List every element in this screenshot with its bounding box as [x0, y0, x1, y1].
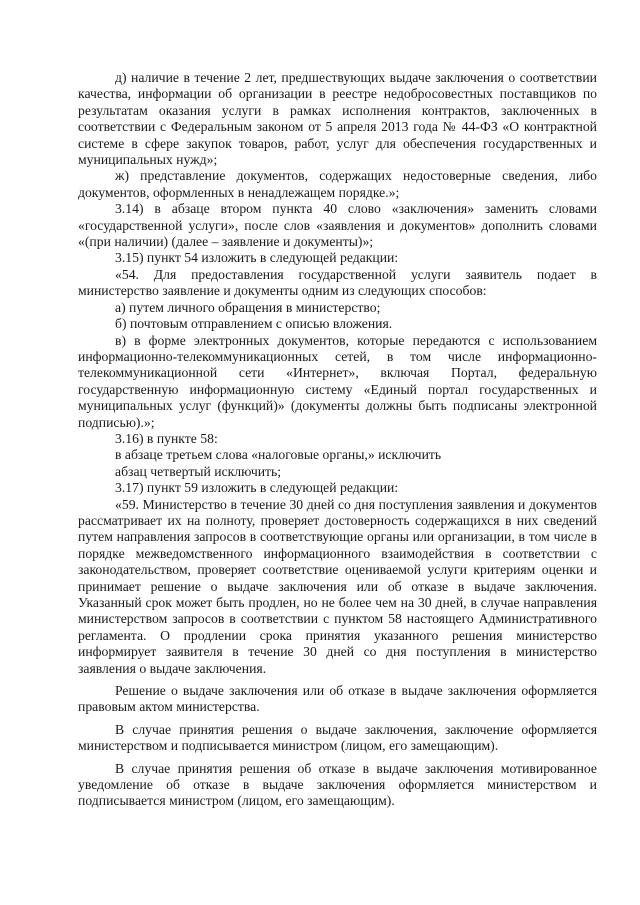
paragraph-3-16-line-2: абзац четвертый исключить; [115, 463, 282, 479]
paragraph-3-17: 3.17) пункт 59 изложить в следующей редакции: [115, 480, 399, 496]
paragraph-3-16-line-1: в абзаце третьем слова «налоговые органы,» исключить [115, 447, 442, 463]
paragraph-d: д) наличие в течение 2 лет, предшествующих выдаче заключения о соответствии качества, информации об организации в реестре недобросовестных поставщиков по результатам оказания услуги в рамках исполнения контрактов, заключенных в соответствии с Федеральным законом от 5 апреля 2013 года № 44-ФЗ «О контрактной системе в сфере закупок товаров, работ, услуг для обеспечения государственных и муниципальных нужд»; [78, 70, 597, 168]
paragraph-54-a: а) путем личного обращения в министерство; [115, 299, 381, 315]
paragraph-59: «59. Министерство в течение 30 дней со дня поступления заявления и документов рассматривает их на полноту, проверяет достоверность содержащихся в них сведений путем направления запросов в соответствующие органы или организации, в том числе в порядке межведомственного информационного взаимодействия в соответствии с законодательством, проверяет соответствие оцениваемой услуги критериям оценки и принимает решение о выдаче заключения или об отказе в выдаче заключения. Указанный срок может быть продлен, но не более чем на 30 дней, в случае направления министерством запросов в соответствии с пунктом 58 настоящего Административного регламента. О продлении срока принятия указанного решения министерство информирует заявителя в течение 30 дней со дня поступления в министерство заявления о выдаче заключения. [78, 496, 597, 676]
paragraph-59-approval: В случае принятия решения о выдаче заключения, заключение оформляется министерством и подписывается министром (лицом, его замещающим). [78, 721, 597, 754]
paragraph-3-14: 3.14) в абзаце втором пункта 40 слово «заключения» заменить словами «государственной услуги», после слов «заявления и документов» дополнить словами «(при наличии) (далее – заявление и документы)»; [78, 201, 597, 250]
paragraph-3-15: 3.15) пункт 54 изложить в следующей редакции: [115, 250, 399, 266]
paragraph-59-decision: Решение о выдаче заключения или об отказе в выдаче заключения оформляется правовым актом министерства. [78, 683, 597, 715]
paragraph-zh: ж) представление документов, содержащих недостоверные сведения, либо документов, оформленных в ненадлежащем порядке.»; [78, 168, 597, 200]
paragraph-59-refusal: В случае принятия решения об отказе в выдаче заключения мотивированное уведомление об отказе в выдаче заключения оформляется министерством и подписывается министром (лицом, его замещающим). [78, 760, 597, 809]
paragraph-54-v: в) в форме электронных документов, которые передаются с использованием информационно-телекоммуникационных сетей, в том числе информационно-телекоммуникационной сети «Интернет», включая Портал, федеральную государственную информационную систему «Единый портал государственных и муниципальных услуг (функций)» (документы должны быть подписаны электронной подписью).»; [78, 332, 597, 430]
paragraph-54: «54. Для предоставления государственной услуги заявитель подает в министерство заявление и документы одним из следующих способов: [78, 266, 597, 299]
document-body [78, 70, 597, 810]
paragraph-3-16: 3.16) в пункте 58: [115, 430, 218, 446]
paragraph-54-b: б) почтовым отправлением с описью вложения. [115, 316, 393, 332]
